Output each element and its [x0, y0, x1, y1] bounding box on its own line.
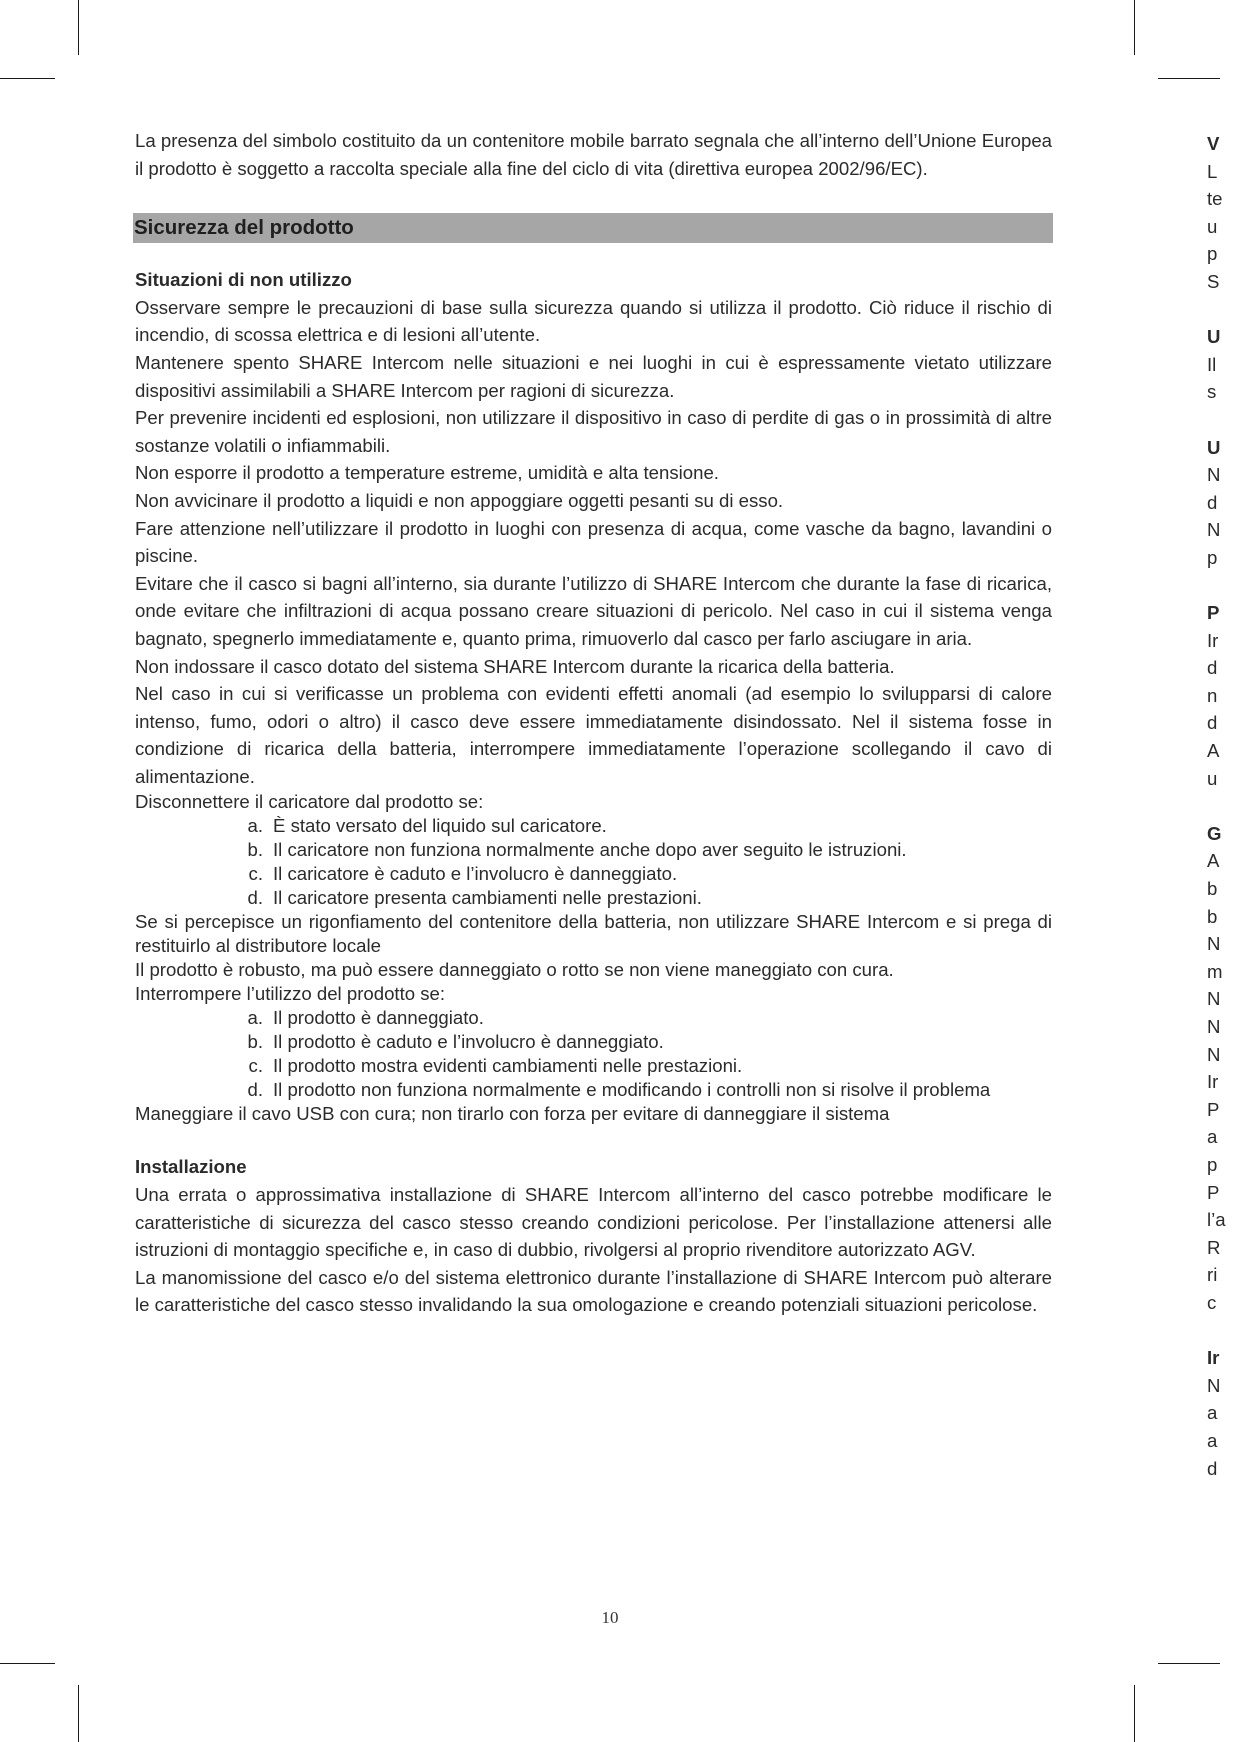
- paragraph: Non esporre il prodotto a temperature estreme, umidità e alta tensione.: [135, 462, 719, 484]
- list-item: d. Il prodotto non funziona normalmente e modificando i controlli non si risolve il problema: [247, 1079, 991, 1101]
- fragment-text: u: [1207, 215, 1218, 237]
- fragment-text: N: [1207, 1016, 1221, 1037]
- paragraph: Maneggiare il cavo USB con cura; non tirarlo con forza per evitare di danneggiare il sistema: [135, 1103, 890, 1125]
- product-list: [135, 1006, 1052, 1102]
- fragment-text: S: [1207, 270, 1220, 292]
- fragment-text: N: [1207, 1043, 1221, 1065]
- fragment-text: a: [1207, 1429, 1218, 1451]
- fragment-text: U: [1207, 326, 1221, 348]
- page-content: [135, 127, 1052, 1319]
- paragraph: Evitare che il casco si bagni all’interno, sia durante l’utilizzo di SHARE Intercom che durante la fase di ricarica, onde evitare che infiltrazioni di acqua possano creare situazioni di pericolo. Nel caso in cui il sistema venga bagnato, spegnerlo immediatamente e, quanto prima, rimuoverlo dal casco per farlo asciugare in aria.: [135, 572, 1052, 649]
- fragment-text: b: [1207, 878, 1218, 900]
- fragment-text: p: [1207, 243, 1218, 265]
- paragraph: Il prodotto è robusto, ma può essere danneggiato o rotto se non viene maneggiato con cura.: [135, 959, 894, 981]
- fragment-text: m: [1207, 960, 1223, 982]
- fragment-text: s: [1207, 381, 1217, 403]
- list-item: b. Il prodotto è caduto e l’involucro è danneggiato.: [247, 1031, 664, 1053]
- fragment-text: a: [1207, 1402, 1218, 1424]
- fragment-text: Ir: [1207, 629, 1219, 651]
- fragment-text: Ir: [1207, 1347, 1220, 1369]
- paragraph: Nel caso in cui si verificasse un problema con evidenti effetti anomali (ad esempio lo svilupparsi di calore intenso, fumo, odori o altro) il casco deve essere immediatamente disindossato. Nel il sistema fosse in condizione di ricarica della batteria, interrompere immediatamente l’operazione scollegando il cavo di alimentazione.: [135, 683, 1052, 787]
- fragment-text: d: [1207, 657, 1218, 679]
- fragment-text: [1207, 792, 1247, 820]
- fragment-text: N: [1207, 933, 1221, 955]
- list-item: a. Il prodotto è danneggiato.: [247, 1007, 484, 1029]
- crop-mark: [1134, 1685, 1135, 1742]
- fragment-text: [1207, 1317, 1247, 1345]
- paragraph: Fare attenzione nell’utilizzare il prodotto in luoghi con presenza di acqua, come vasche da bagno, lavandini o piscine.: [135, 517, 1052, 567]
- fragment-text: [1207, 296, 1247, 324]
- fragment-text: P: [1207, 1098, 1220, 1120]
- section-title: Sicurezza del prodotto: [133, 213, 1053, 243]
- list-item: d. Il caricatore presenta cambiamenti nelle prestazioni.: [247, 887, 702, 909]
- crop-mark: [1158, 1663, 1220, 1664]
- crop-mark: [78, 1685, 79, 1742]
- crop-mark: [0, 78, 55, 79]
- fragment-text: [1207, 406, 1247, 434]
- subsection-title: Situazioni di non utilizzo: [135, 269, 352, 291]
- list-intro: Interrompere l’utilizzo del prodotto se:: [135, 983, 446, 1005]
- crop-mark: [0, 1663, 55, 1664]
- paragraph: Una errata o approssimativa installazione di SHARE Intercom all’interno del casco potrebbe modificare le caratteristiche di sicurezza del casco stesso creando condizioni pericolose. Per l’installazione attenersi alle istruzioni di montaggio specifiche e, in caso di dubbio, rivolgersi al proprio rivenditore autorizzato AGV.: [135, 1184, 1052, 1261]
- page-number: 10: [601, 1608, 619, 1627]
- fragment-text: N: [1207, 1374, 1221, 1396]
- crop-mark: [1158, 78, 1220, 79]
- crop-mark: [78, 0, 79, 55]
- fragment-text: a: [1207, 1126, 1218, 1148]
- fragment-text: b: [1207, 905, 1218, 927]
- fragment-text: L: [1207, 160, 1218, 182]
- fragment-text: [1207, 572, 1247, 600]
- list-item: c. Il prodotto mostra evidenti cambiamenti nelle prestazioni.: [248, 1055, 743, 1077]
- fragment-text: P: [1207, 1181, 1220, 1203]
- paragraph: Osservare sempre le precauzioni di base sulla sicurezza quando si utilizza il prodotto. Ciò riduce il rischio di incendio, di scossa elettrica e di lesioni all’utente.: [135, 296, 1052, 346]
- fragment-text: d: [1207, 1457, 1218, 1479]
- fragment-text: A: [1207, 850, 1220, 872]
- fragment-text: p: [1207, 546, 1218, 568]
- fragment-text: u: [1207, 767, 1218, 789]
- paragraph: Non indossare il casco dotato del sistema SHARE Intercom durante la ricarica della batteria.: [135, 655, 895, 677]
- crop-mark: [1134, 0, 1135, 55]
- fragment-text: N: [1207, 519, 1221, 541]
- fragment-text: Il: [1207, 353, 1217, 375]
- fragment-text: te: [1207, 188, 1223, 210]
- fragment-text: V: [1207, 133, 1220, 154]
- paragraph: Per prevenire incidenti ed esplosioni, non utilizzare il dispositivo in caso di perdite di gas o in prossimità di altre sostanze volatili o infiammabili.: [135, 407, 1052, 456]
- fragment-text: A: [1207, 740, 1220, 762]
- intro-paragraph: La presenza del simbolo costituito da un contenitore mobile barrato segnala che all’interno dell’Unione Europea il prodotto è soggetto a raccolta speciale alla fine del ciclo di vita (direttiva europea 2002/96/EC).: [135, 130, 1052, 179]
- fragment-text: N: [1207, 464, 1221, 486]
- fragment-text: N: [1207, 988, 1221, 1010]
- fragment-text: n: [1207, 684, 1218, 706]
- paragraph: Mantenere spento SHARE Intercom nelle situazioni e nei luoghi in cui è espressamente vietato utilizzare dispositivi assimilabili a SHARE Intercom per ragioni di sicurezza.: [135, 351, 1052, 401]
- fragment-text: G: [1207, 822, 1222, 844]
- fragment-text: d: [1207, 712, 1218, 734]
- fragment-text: U: [1207, 436, 1221, 458]
- fragment-text: p: [1207, 1153, 1218, 1175]
- list-intro: Disconnettere il caricatore dal prodotto se:: [135, 791, 484, 813]
- fragment-text: P: [1207, 602, 1220, 624]
- paragraph: La manomissione del casco e/o del sistema elettronico durante l’installazione di SHARE Intercom può alterare le caratteristiche del casco stesso invalidando la sua omologazione e creando potenziali situazioni pericolose.: [135, 1266, 1052, 1316]
- list-item: b. Il caricatore non funziona normalmente anche dopo aver seguito le istruzioni.: [247, 839, 907, 861]
- list-item: c. Il caricatore è caduto e l’involucro è danneggiato.: [248, 863, 678, 885]
- fragment-text: d: [1207, 491, 1218, 513]
- fragment-text: Ir: [1207, 1071, 1219, 1093]
- adjacent-page-fragment: [1207, 130, 1247, 1482]
- fragment-text: c: [1207, 1291, 1217, 1313]
- fragment-text: l’a: [1207, 1209, 1226, 1231]
- paragraph: Se si percepisce un rigonfiamento del contenitore della batteria, non utilizzare SHARE Intercom e si prega di restituirlo al distributore locale: [135, 911, 1052, 957]
- list-item: a. È stato versato del liquido sul caricatore.: [247, 815, 607, 837]
- fragment-text: ri: [1207, 1264, 1218, 1286]
- fragment-text: R: [1207, 1236, 1221, 1258]
- paragraph: Non avvicinare il prodotto a liquidi e non appoggiare oggetti pesanti su di esso.: [135, 489, 784, 511]
- charger-list: [135, 814, 1052, 910]
- subsection-title: Installazione: [135, 1156, 247, 1178]
